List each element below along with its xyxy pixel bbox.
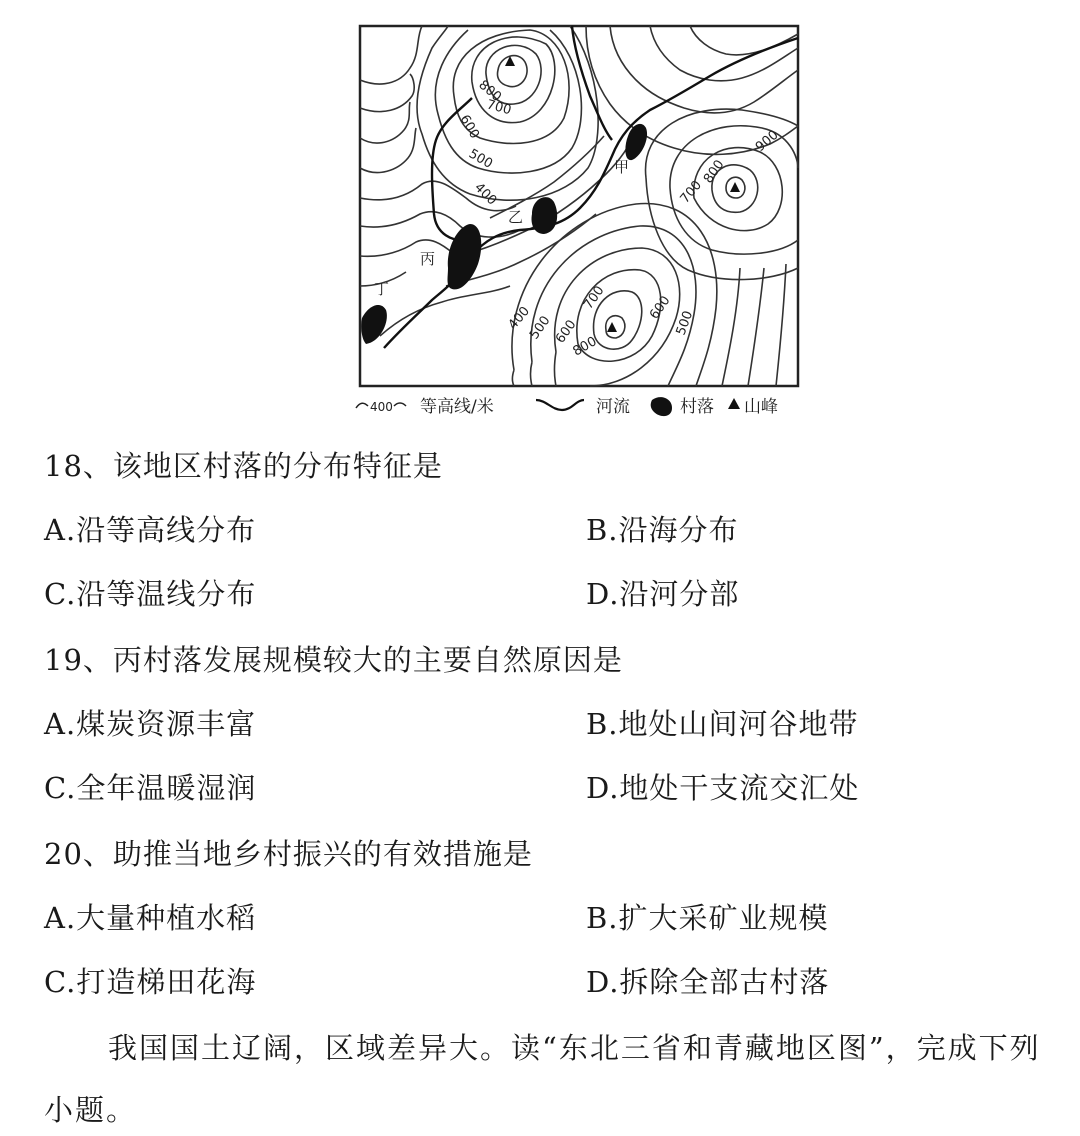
topographic-map-figure (350, 18, 810, 420)
contour-label: 600 (646, 293, 674, 323)
contour-label: 800 (570, 334, 600, 360)
question-20-option-a: A.大量种植水稻 (44, 901, 257, 935)
question-19-option-d: D.地处干支流交汇处 (586, 771, 860, 805)
contour-label: 700 (580, 283, 608, 313)
legend-river-label: 河流 (596, 397, 630, 417)
contour-label: 700 (677, 177, 706, 207)
contour-label: 400 (471, 180, 500, 209)
contour-label: 600 (552, 317, 580, 347)
contour-label: 800 (700, 157, 728, 187)
question-20-option-d: D.拆除全部古村落 (586, 965, 830, 999)
village-label-bing: 丙 (420, 250, 436, 268)
legend-river-symbol (536, 400, 584, 410)
question-19-option-b: B.地处山间河谷地带 (586, 707, 859, 741)
question-18-stem: 18、该地区村落的分布特征是 (44, 449, 443, 483)
question-19-option-c: C.全年温暖湿润 (44, 771, 257, 805)
village-label-ding: 丁 (374, 280, 390, 298)
map-legend (356, 397, 778, 417)
question-18-option-c: C.沿等温线分布 (44, 577, 257, 611)
question-18-option-b: B.沿海分布 (586, 513, 739, 547)
village-label-yi: 乙 (508, 208, 524, 226)
village-label-jia: 甲 (614, 158, 630, 176)
question-20-option-b: B.扩大采矿业规模 (586, 901, 829, 935)
legend-village-symbol (651, 397, 672, 416)
contour-map (350, 18, 810, 420)
contour-label: 500 (466, 146, 496, 172)
section-intro-line-1: 我国国土辽阔，区域差异大。读“东北三省和青藏地区图”，完成下列 (108, 1031, 1041, 1065)
contour-label: 500 (673, 308, 697, 338)
legend-peak-icon (728, 398, 740, 409)
contour-label: 800 (475, 77, 505, 106)
contour-label: 400 (505, 303, 534, 333)
question-19-stem: 19、丙村落发展规模较大的主要自然原因是 (44, 643, 623, 677)
question-20-option-c: C.打造梯田花海 (44, 965, 257, 999)
legend-contour-sample: 400 (370, 400, 393, 414)
question-18-option-a: A.沿等高线分布 (44, 513, 257, 547)
legend-village-label: 村落 (680, 397, 714, 417)
contour-label: 500 (526, 313, 554, 343)
question-20-stem: 20、助推当地乡村振兴的有效措施是 (44, 837, 533, 871)
legend-contour-label: 等高线/米 (420, 397, 494, 417)
contour-label: 600 (456, 112, 482, 142)
question-19-option-a: A.煤炭资源丰富 (44, 707, 257, 741)
section-intro-line-2: 小题。 (44, 1093, 138, 1127)
legend-peak-label: 山峰 (744, 397, 778, 417)
contour-label: 900 (752, 127, 782, 156)
question-18-option-d: D.沿河分部 (586, 577, 740, 611)
contour-label: 700 (484, 97, 513, 119)
